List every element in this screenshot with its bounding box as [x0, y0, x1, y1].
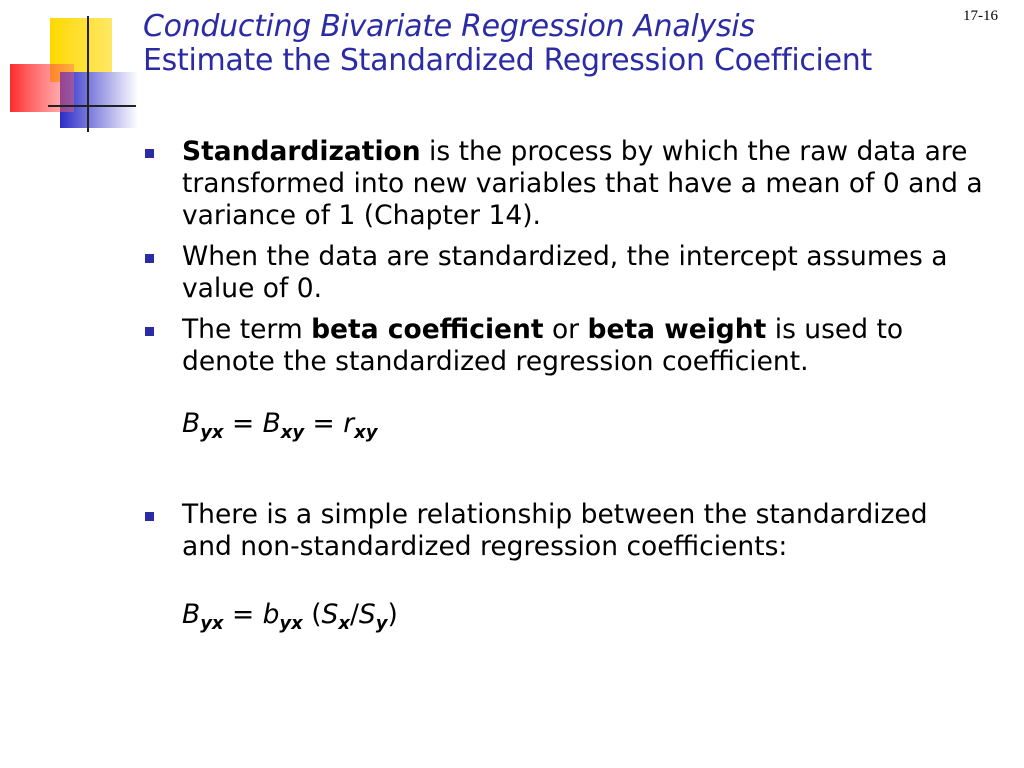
formula-symbol: B	[262, 408, 281, 439]
bullet-intercept	[145, 241, 985, 305]
formula-subscript: yx	[200, 613, 224, 634]
slide-title: Conducting Bivariate Regression Analysis	[143, 9, 755, 44]
term-beta-weight: beta weight	[587, 314, 767, 345]
formula-subscript: yx	[279, 613, 303, 634]
term-beta-coefficient: beta coefficient	[311, 314, 544, 345]
bullet-marker	[145, 327, 154, 336]
formula-symbol: S	[321, 599, 339, 630]
decorative-logo	[0, 0, 140, 140]
bullet-text: or	[543, 314, 588, 345]
term-standardization: Standardization	[182, 136, 421, 167]
bullet-relationship	[145, 499, 985, 563]
formula-subscript: yx	[200, 422, 224, 443]
formula-operator: /	[349, 599, 359, 630]
formula-paren: )	[387, 599, 398, 630]
formula-paren: (	[302, 599, 322, 630]
bullet-standardization	[145, 136, 985, 232]
bullet-marker	[145, 149, 154, 158]
formula-subscript: xy	[354, 422, 378, 443]
slide-number: 17-16	[963, 8, 998, 24]
formula-operator: =	[304, 408, 344, 439]
formula-symbol: b	[262, 599, 280, 630]
bullet-text: The term	[182, 314, 312, 345]
bullet-marker	[145, 254, 154, 263]
bullet-beta	[145, 314, 985, 378]
bullet-marker	[145, 512, 154, 521]
formula-relationship	[145, 599, 985, 640]
formula-operator: =	[223, 599, 263, 630]
bullet-text: is used to denote the standardized regression coefficient.	[182, 314, 904, 377]
slide-title-block	[143, 10, 872, 78]
formula-subscript: xy	[280, 422, 305, 443]
formula-symbol: B	[182, 408, 201, 439]
formula-beta	[145, 408, 985, 449]
bullet-text: is the process by which the raw data are transformed into new variables that have a mean of 0 and a variance of 1 (Chapter 14).	[182, 136, 983, 231]
bullet-text: There is a simple relationship between the standardized and non-standardized regression coefficients:	[182, 499, 928, 562]
formula-symbol: S	[358, 599, 376, 630]
formula-subscript: y	[375, 613, 388, 634]
slide-content	[145, 136, 985, 640]
formula-symbol: r	[343, 408, 355, 439]
formula-subscript: x	[338, 613, 350, 634]
bullet-text: When the data are standardized, the intercept assumes a value of 0.	[182, 241, 948, 304]
slide-subtitle: Estimate the Standardized Regression Coefficient	[143, 43, 872, 78]
formula-symbol: B	[182, 599, 201, 630]
formula-operator: =	[223, 408, 263, 439]
